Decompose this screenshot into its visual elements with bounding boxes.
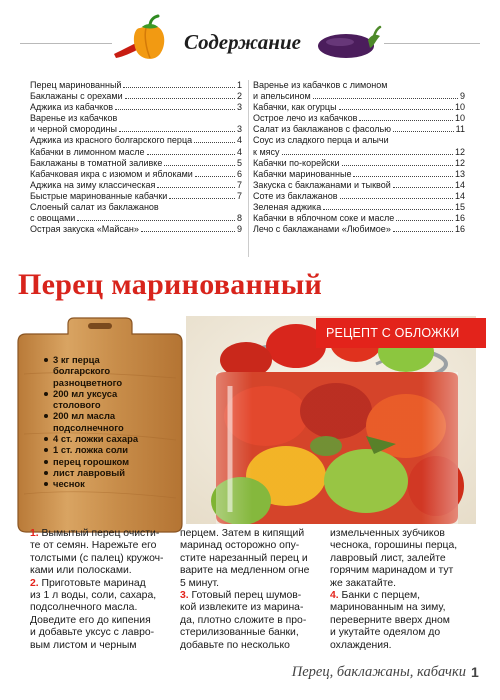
toc-entry [30,135,242,146]
instruction-text: Банки с перцем, [338,590,421,602]
toc-entry-title: Кабачки по-корейски [253,157,340,168]
instruction-text: из 1 л воды, соли, сахара, [30,590,157,602]
ingredient-item [44,456,174,467]
instruction-line [30,602,170,614]
toc-page-number: 2 [236,91,242,102]
toc-page-number: 12 [454,157,465,168]
toc-entry-row [30,158,242,169]
toc-entry-title: Баклажаны в томатной заливке [30,157,163,168]
toc-entry-title: Слоеный салат из баклажанов [30,202,159,213]
toc-entry [253,102,465,113]
toc-leader-dots [282,154,453,155]
step-number: 4. [330,590,339,602]
toc-page-number: 15 [454,202,465,213]
toc-leader-dots [115,109,235,110]
toc-entry-title: Салат из баклажанов с фасолью [253,124,391,135]
toc-page-number: 12 [454,146,465,157]
instruction-paragraph [330,528,470,590]
instruction-text: подсолнечного масла. [30,602,138,614]
toc-entry-row [253,202,465,213]
step-number: 1. [30,528,39,539]
toc-entry-row [253,180,465,191]
ingredient-text: разноцветного [53,376,123,388]
toc-entry-title: Баклажаны с орехами [30,91,123,102]
toc-entry-title: Закуска с баклажанами и тыквой [253,179,391,190]
instruction-line [30,528,170,540]
toc-entry-row [30,80,242,91]
instructions-column-2 [180,528,320,652]
instruction-text: переверните вверх дном [330,614,450,626]
toc-page-number: 13 [454,168,465,179]
toc-entry-row [253,191,465,202]
toc-page-number: 5 [236,157,242,168]
instruction-text: охлаждения. [330,639,392,651]
ingredient-item [44,410,174,433]
instruction-line [30,615,170,627]
toc-leader-dots [393,131,454,132]
recipe-title: Перец маринованный [18,268,323,301]
ingredient-text: лист лавровый [53,466,126,478]
toc-page-number: 9 [236,224,242,235]
instruction-text: чеснока, горошины перца, [330,540,458,552]
instruction-line [330,578,470,590]
instruction-text: стите нарезанный перец и [180,552,308,564]
toc-leader-dots [157,187,235,188]
toc-entry-row [30,102,242,113]
instruction-line [330,615,470,627]
instruction-line [330,602,470,614]
toc-page-number: 16 [454,213,465,224]
instruction-line [30,640,170,652]
toc-leader-dots [396,220,453,221]
instruction-line [180,602,320,614]
toc-entry [30,80,242,91]
toc-entry [253,202,465,213]
toc-leader-dots [125,98,235,99]
toc-entry-row [30,224,242,235]
toc-entry [30,147,242,158]
bell-pepper-icon [112,14,174,64]
ingredient-item [44,444,174,455]
ingredient-text: перец горошком [53,455,130,467]
instruction-text: маринад осторожно опу- [180,540,300,552]
toc-entry-title: Аджика из красного болгарского перца [30,135,193,146]
page-title: Содержание [184,30,301,54]
toc-entry-row [253,213,465,224]
instruction-text: маринованным на зиму, [330,602,446,614]
toc-page-number: 4 [236,146,242,157]
ingredient-item [44,388,174,411]
instruction-text: ками или полосками. [30,565,132,577]
toc-leader-dots [194,142,235,143]
toc-entry-title: Перец маринованный [30,80,122,90]
instructions-column-3 [330,528,470,652]
toc-entry [30,191,242,202]
ingredient-text: чеснок [53,478,85,490]
instruction-text: те от семян. Нарежьте его [30,540,157,552]
toc-entry [253,180,465,191]
instruction-line [30,590,170,602]
toc-leader-dots [353,176,453,177]
toc-leader-dots [195,176,235,177]
toc-entry-row [253,224,465,235]
toc-entry [253,158,465,169]
toc-page-number: 7 [236,190,242,201]
instruction-text: стерилизованные банки, [180,627,299,639]
toc-leader-dots [119,131,235,132]
instruction-text: и укутайте одеялом до [330,627,441,639]
toc-entry [30,91,242,102]
instruction-line [330,553,470,565]
toc-entry [30,224,242,235]
toc-leader-dots [359,120,453,121]
instruction-line [180,565,320,577]
toc-entry-row [30,147,242,158]
instruction-text: толстыми (с палец) кружоч- [30,552,164,564]
toc-page-number: 14 [454,190,465,201]
toc-entry [253,191,465,202]
toc-entry-title: Кабачки маринованные [253,168,352,179]
ingredient-text: 200 мл уксуса [53,387,118,399]
instruction-text: Вымытый перец очисти- [38,528,160,539]
instruction-text: Доведите его до кипения [30,614,151,626]
instruction-line [180,615,320,627]
toc-entry-title: Кабачковая икра с изюмом и яблоками [30,168,193,179]
instruction-line [180,528,320,540]
toc-page-number: 6 [236,168,242,179]
toc-entry-title: Острая закуска «Майсан» [30,224,139,235]
instruction-text: кой извлеките из марина- [180,602,304,614]
contents-header [0,0,500,72]
toc-entry [253,213,465,224]
ingredient-text: 1 ст. ложка соли [53,444,129,456]
toc-entry [30,158,242,169]
toc-leader-dots [141,231,235,232]
instruction-text: горячим маринадом и тут [330,565,454,577]
instruction-text: Готовый перец шумов- [188,590,302,602]
toc-entry [30,113,242,135]
instruction-text: перцем. Затем в кипящий [180,528,305,539]
eggplant-icon [316,24,382,60]
instruction-paragraph [30,528,170,578]
cover-recipe-badge: РЕЦЕПТ С ОБЛОЖКИ [316,318,486,348]
toc-left-column [30,80,242,235]
toc-entry [253,224,465,235]
instruction-line [180,627,320,639]
page-number: 1 [471,664,479,680]
instruction-line [330,627,470,639]
step-number: 2. [30,577,39,589]
toc-entry-row [30,124,242,135]
toc-entry-row [30,191,242,202]
instruction-line [180,640,320,652]
instruction-line [330,528,470,540]
toc-entry-title: Варенье из кабачков с лимоном [253,80,388,90]
toc-entry-title: и апельсином [253,91,311,102]
toc-leader-dots [123,87,235,88]
step-number: 3. [180,590,189,602]
toc-leader-dots [77,220,235,221]
instruction-text: Приготовьте маринад [38,577,146,589]
ingredient-item [44,354,174,388]
instruction-paragraph [180,590,320,652]
toc-entry-row [30,169,242,180]
instruction-text: добавьте по несколько [180,639,290,651]
instruction-text: и добавьте уксус с лавро- [30,627,155,639]
instruction-text: лавровый лист, залейте [330,552,446,564]
toc-entry-title: Соте из баклажанов [253,190,338,201]
toc-entry-row [30,91,242,102]
instruction-line [30,540,170,552]
ingredient-text: 3 кг перца [53,354,100,365]
toc-leader-dots [313,98,458,99]
ingredient-text: подсолнечного [53,421,124,433]
toc-leader-dots [169,198,235,199]
toc-entry [253,80,465,102]
instruction-line [30,565,170,577]
instruction-line [330,640,470,652]
toc-entry-row [30,213,242,224]
instruction-line [30,627,170,639]
toc-entry-title: Кабачки в лимонном масле [30,146,145,157]
ingredient-item [44,467,174,478]
toc-page-number: 1 [236,80,242,90]
toc-entry [253,124,465,135]
toc-entry-title: Аджика из кабачков [30,102,114,113]
ingredient-item [44,433,174,444]
toc-page-number: 9 [459,91,465,102]
toc-page-number: 16 [454,224,465,235]
toc-entry-title: Кабачки в яблочном соке и масле [253,213,395,224]
toc-entry-title: Кабачки, как огурцы [253,102,337,113]
ingredient-text: столового [53,399,101,411]
toc-entry-title: к мясу [253,146,280,157]
toc-entry-row [253,158,465,169]
instruction-line [330,565,470,577]
toc-leader-dots [147,154,235,155]
instruction-text: измельченных зубчиков [330,528,445,539]
instruction-line [330,540,470,552]
toc-entry-row [253,102,465,113]
cutting-board [14,314,186,534]
instruction-paragraph [180,528,320,590]
ingredient-item [44,478,174,489]
instruction-line [180,553,320,565]
ingredient-text: болгарского [53,365,111,377]
toc-leader-dots [164,165,235,166]
header-rule-right [384,43,480,44]
toc-entry-title: Варенье из кабачков [30,113,118,124]
toc-entry [30,202,242,224]
toc-entry-row [253,147,465,158]
toc-entry [253,169,465,180]
instruction-line [180,590,320,602]
footer-title: Перец, баклажаны, кабачки [291,664,466,680]
instruction-paragraph [30,578,170,652]
toc-page-number: 8 [236,213,242,224]
ingredient-list [44,354,174,490]
toc-entry-title: с овощами [30,213,76,224]
toc-right-column [253,80,465,235]
toc-entry-title: Аджика на зиму классическая [30,179,156,190]
toc-entry [253,135,465,157]
toc-entry-title: Быстрые маринованные кабачки [30,190,168,201]
toc-entry [253,113,465,124]
toc-page-number: 7 [236,179,242,190]
ingredient-text: 200 мл масла [53,410,116,422]
toc-entry-title: Лечо с баклажанами «Любимое» [253,224,391,235]
toc-entry-title: Зеленая аджика [253,202,322,213]
toc-leader-dots [393,187,453,188]
instructions-column-1 [30,528,170,652]
toc-leader-dots [340,198,453,199]
toc-page-number: 11 [455,124,465,135]
toc-entry [30,180,242,191]
instruction-text: же закатайте. [330,577,397,589]
toc-page-number: 10 [454,102,465,113]
instruction-line [30,578,170,590]
toc-entry [30,169,242,180]
toc-entry-row [30,180,242,191]
ingredient-text: 4 ст. ложки сахара [53,433,139,445]
toc-page-number: 10 [454,113,465,124]
toc-page-number: 3 [236,124,242,135]
toc-entry-row [253,113,465,124]
toc-leader-dots [342,165,453,166]
toc-divider [248,80,249,257]
instruction-line [180,578,320,590]
instruction-text: да, плотно сложите в про- [180,614,307,626]
toc-page-number: 3 [236,102,242,113]
instruction-text: варите на медленном огне [180,565,310,577]
toc-entry-title: и черной смородины [30,124,117,135]
toc-entry-title: Острое лечо из кабачков [253,113,358,124]
instruction-paragraph [330,590,470,652]
toc-leader-dots [323,209,453,210]
toc-entry [30,102,242,113]
instruction-text: 5 минут. [180,577,220,589]
instruction-line [30,553,170,565]
toc-entry-row [30,135,242,146]
toc-leader-dots [393,231,453,232]
toc-entry-row [253,124,465,135]
toc-entry-title: Соус из сладкого перца и алычи [253,135,389,146]
toc-page-number: 4 [236,135,242,146]
instruction-line [180,540,320,552]
instruction-text: вым листом и черным [30,639,137,651]
toc-entry-row [253,91,465,102]
toc-leader-dots [339,109,453,110]
toc-page-number: 14 [454,179,465,190]
toc-entry-row [253,169,465,180]
instruction-line [330,590,470,602]
header-rule-left [20,43,112,44]
